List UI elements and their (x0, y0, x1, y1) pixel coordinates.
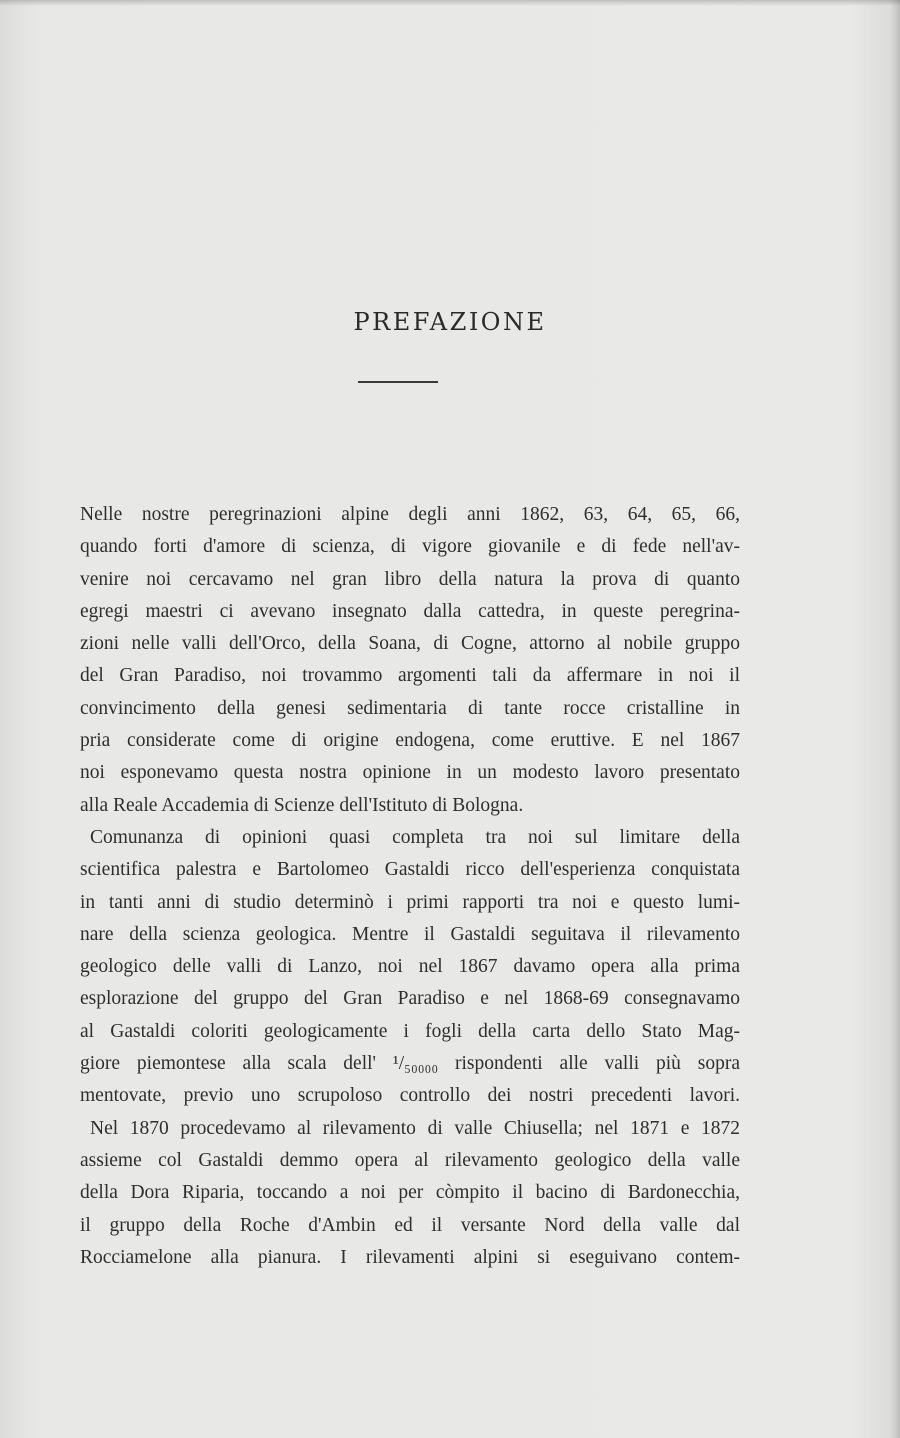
text-line: al Gastaldi coloriti geologicamente i fogli della carta dello Stato Mag- (80, 1020, 740, 1042)
text-line: della Dora Riparia, toccando a noi per còmpito il bacino di Bardonecchia, (80, 1182, 740, 1204)
text-line: in tanti anni di studio determinò i primi rapporti tra noi e questo lumi- (80, 891, 740, 913)
text-line: giore piemontese alla scala dell' ¹/₅₀₀₀₀ rispondenti alle valli più sopra (80, 1053, 740, 1075)
text-line: esplorazione del gruppo del Gran Paradiso e nel 1868-69 consegnavamo (80, 988, 740, 1010)
text-line: il gruppo della Roche d'Ambin ed il versante Nord della valle dal (80, 1214, 740, 1236)
text-line: Rocciamelone alla pianura. I rilevamenti alpini si eseguivano contem- (80, 1246, 740, 1268)
text-line: assieme col Gastaldi demmo opera al rilevamento geologico della valle (80, 1149, 740, 1171)
text-line: scientifica palestra e Bartolomeo Gastaldi ricco dell'esperienza conquistata (80, 859, 740, 881)
text-line: convincimento della genesi sedimentaria di tante rocce cristalline in (80, 697, 740, 719)
text-line: geologico delle valli di Lanzo, noi nel 1867 davamo opera alla prima (80, 956, 740, 978)
text-line: Nelle nostre peregrinazioni alpine degli anni 1862, 63, 64, 65, 66, (80, 504, 740, 525)
title-rule (358, 381, 438, 383)
text-line: venire noi cercavamo nel gran libro della natura la prova di quanto (80, 568, 740, 590)
text-line: quando forti d'amore di scienza, di vigore giovanile e di fede nell'av- (80, 536, 740, 558)
paragraph-2 (80, 822, 740, 1113)
text-line: Nel 1870 procedevamo al rilevamento di valle Chiusella; nel 1871 e 1872 (90, 1117, 740, 1139)
text-line: zioni nelle valli dell'Orco, della Soana, di Cogne, attorno al nobile gruppo (80, 633, 740, 655)
text-line: pria considerate come di origine endogena, come eruttive. E nel 1867 (80, 730, 740, 752)
paragraph-3 (80, 1113, 740, 1274)
paragraph-1 (80, 499, 740, 822)
text-line: del Gran Paradiso, noi trovammo argomenti tali da affermare in noi il (80, 665, 740, 687)
text-line: alla Reale Accademia di Scienze dell'Istituto di Bologna. (80, 794, 524, 816)
text-line: Comunanza di opinioni quasi completa tra noi sul limitare della (90, 826, 740, 848)
text-line: nare della scienza geologica. Mentre il Gastaldi seguitava il rilevamento (80, 923, 740, 945)
text-line: noi esponevamo questa nostra opinione in un modesto lavoro presentato (80, 762, 740, 784)
text-line: egregi maestri ci avevano insegnato dalla cattedra, in queste peregrina- (80, 600, 740, 622)
page-right-shadow (890, 0, 900, 1438)
page-title: PREFAZIONE (353, 308, 547, 336)
preface-body (80, 499, 740, 1274)
text-line: mentovate, previo uno scrupoloso controllo dei nostri precedenti lavori. (80, 1085, 740, 1107)
page-top-shadow (0, 0, 900, 6)
